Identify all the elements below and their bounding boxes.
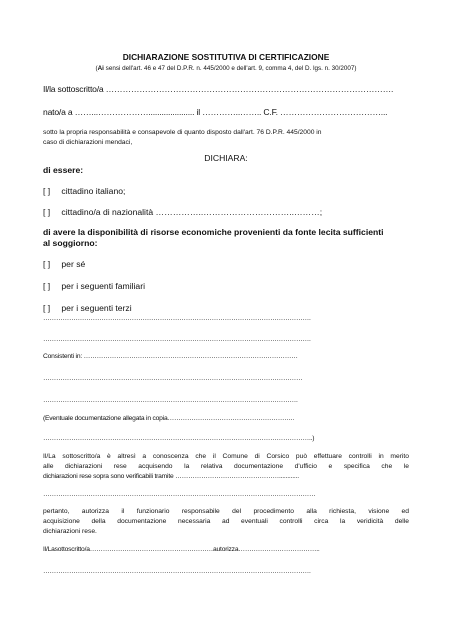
blank-line-terzi-1[interactable]: ……………………………………………………………………………………………………………. <box>43 315 311 322</box>
option-cittadino-italiano[interactable] <box>43 186 125 197</box>
di-essere-heading: di essere: <box>43 165 84 175</box>
birth-info-field[interactable]: nato/a a ……...………………..................... il …………..…….. C.F. ………………………………... <box>43 107 388 117</box>
subtitle-bold: Ai <box>97 65 104 72</box>
form-subtitle <box>0 63 452 74</box>
blank-line-terzi-2[interactable]: ……………………………………………………………………………………………………………. <box>43 336 311 343</box>
option-familiari[interactable] <box>43 281 145 292</box>
option-nazionalita-label: cittadino/a di nazionalità ……………..…………………………..………; <box>61 207 323 217</box>
subtitle-prefix: ( <box>95 65 98 72</box>
blank-line-final[interactable]: ……………………………………………………………………………………………………………. <box>43 568 311 575</box>
checkbox-nazionalita[interactable]: [ ] <box>43 207 51 217</box>
blank-line-documentazione[interactable]: ……………………………………………………………………………………………………………..) <box>43 435 315 442</box>
responsibility-statement-1: sotto la propria responsabilità e consapevole di quanto disposto dall'art. 76 D.P.R. 445/2000 in <box>43 129 322 136</box>
corsico-statement-2: alle dichiarazioni rese acquisendo la relativa documentazione d'ufficio e specifica che le <box>43 463 409 470</box>
signer-name-field[interactable]: Il/la sottoscritto/a …………………………………………………………………………………………. <box>43 84 394 94</box>
option-se-label: per sé <box>61 259 86 269</box>
option-italiano-label: cittadino italiano; <box>61 186 126 196</box>
option-terzi-label: per i seguenti terzi <box>61 303 132 313</box>
blank-line-verification[interactable]: ……………………………………………………………………………………………………………… <box>43 491 316 498</box>
corsico-statement-1: Il/La sottoscritto/a è altresì a conoscenza che il Comune di Corsico può effettuare controlli in merito <box>43 453 409 460</box>
autorizza-statement-3: dichiarazioni rese. <box>43 528 97 535</box>
resources-heading-1: di avere la disponibilità di risorse economiche provenienti da fonte lecita sufficienti <box>43 227 384 237</box>
checkbox-italiano[interactable]: [ ] <box>43 186 51 196</box>
subtitle-rest: sensi dell'art. 46 e 47 del D.P.R. n. 445/2000 e dell'art. 9, comma 4, del D. lgs. n. 30/2007) <box>103 65 357 72</box>
option-familiari-label: per i seguenti familiari <box>61 281 145 291</box>
option-per-se[interactable] <box>43 259 85 270</box>
consistenti-field[interactable]: Consistenti in: ……………………………………………………………………………………… <box>43 353 298 360</box>
corsico-verification-field[interactable]: dichiarazioni rese sopra sono verificabili tramite …………………………………………............ <box>43 473 299 480</box>
autorizza-statement-1: pertanto, autorizza il funzionario responsabile del procedimento alla richiesta, visione ed <box>43 508 409 515</box>
blank-line-consistenti-2[interactable]: ………………………………………………………………………………………………………. <box>43 397 298 404</box>
blank-line-consistenti-1[interactable]: ………………………………………………………………………………………………………… <box>43 375 303 382</box>
checkbox-se[interactable]: [ ] <box>43 259 51 269</box>
documentazione-field[interactable]: (Eventuale documentazione allegata in copia………………………………………………….. <box>43 415 295 422</box>
autorizza-statement-2: acquisizione della documentazione necessaria ad eventuali controlli circa la veridicità delle <box>43 518 409 525</box>
form-title: DICHIARAZIONE SOSTITUTIVA DI CERTIFICAZIONE <box>122 52 330 62</box>
checkbox-terzi[interactable]: [ ] <box>43 303 51 313</box>
option-nazionalita[interactable] <box>43 207 322 218</box>
resources-heading-2: al soggiorno: <box>43 238 98 248</box>
option-terzi[interactable] <box>43 303 132 314</box>
dichiara-heading: DICHIARA: <box>204 153 248 163</box>
responsibility-statement-2: caso di dichiarazioni mendaci, <box>43 139 133 146</box>
signature-authorization-field[interactable]: Il/Lasottoscritto/a…………………………………………………autorizza……………………………….. <box>43 546 320 553</box>
checkbox-familiari[interactable]: [ ] <box>43 281 51 291</box>
